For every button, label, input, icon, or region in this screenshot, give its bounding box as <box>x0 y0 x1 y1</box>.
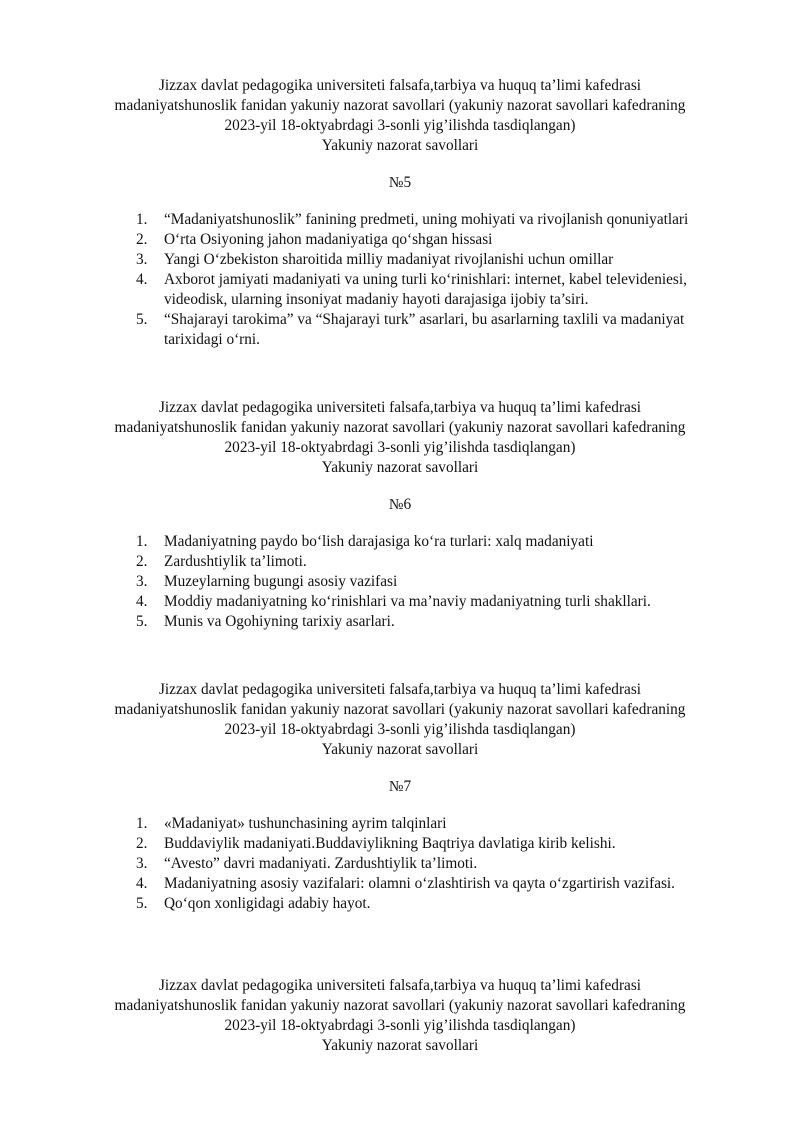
header-line-title: Yakuniy nazorat savollari <box>321 137 479 154</box>
list-item: 2. Zardushtiylik ta’limoti. <box>136 553 307 570</box>
header-line-university: Jizzax davlat pedagogika universiteti falsafa,tarbiya va huquq ta’limi kafedrasi <box>158 77 642 94</box>
header-line-university: Jizzax davlat pedagogika universiteti falsafa,tarbiya va huquq ta’limi kafedrasi <box>158 399 642 416</box>
list-item: 3. “Avesto” davri madaniyati. Zardushtiylik ta’limoti. <box>136 855 478 872</box>
ticket-block-6 <box>0 398 800 632</box>
list-item: 1. “Madaniyatshunoslik” fanining predmeti, uning mohiyati va rivojlanish qonuniyatlari <box>136 211 689 228</box>
document-header <box>0 680 800 760</box>
ticket-number: №6 <box>388 496 412 513</box>
document-header <box>0 976 800 1056</box>
list-item: 1. «Madaniyat» tushunchasining ayrim talqinlari <box>136 815 447 832</box>
header-line-approval: 2023-yil 18-oktyabrdagi 3-sonli yig’ilishda tasdiqlangan) <box>224 1017 576 1034</box>
header-line-subject: madaniyatshunoslik fanidan yakuniy nazorat savollari (yakuniy nazorat savollari kafedraning <box>114 701 686 718</box>
header-line-university: Jizzax davlat pedagogika universiteti falsafa,tarbiya va huquq ta’limi kafedrasi <box>158 681 642 698</box>
header-line-title: Yakuniy nazorat savollari <box>321 741 479 758</box>
document-header <box>0 398 800 478</box>
ticket-block-next <box>0 976 800 1056</box>
list-item: 2. Buddaviylik madaniyati.Buddaviylikning Baqtriya davlatiga kirib kelishi. <box>136 835 616 852</box>
header-line-approval: 2023-yil 18-oktyabrdagi 3-sonli yig’ilishda tasdiqlangan) <box>224 721 576 738</box>
list-item: 4. Axborot jamiyati madaniyati va uning turli ko‘rinishlari: internet, kabel televideniesi, videodisk, ularning insoniyat madaniy hayoti darajasiga ijobiy ta’siri. <box>136 271 687 308</box>
header-line-approval: 2023-yil 18-oktyabrdagi 3-sonli yig’ilishda tasdiqlangan) <box>224 117 576 134</box>
list-item: 1. Madaniyatning paydo bo‘lish darajasiga ko‘ra turlari: xalq madaniyati <box>136 533 594 550</box>
list-item: 4. Moddiy madaniyatning ko‘rinishlari va ma’naviy madaniyatning turli shakllari. <box>136 593 651 610</box>
list-item: 3. Muzeylarning bugungi asosiy vazifasi <box>136 573 398 590</box>
list-item: 5. Munis va Ogohiyning tarixiy asarlari. <box>136 613 395 630</box>
header-line-subject: madaniyatshunoslik fanidan yakuniy nazorat savollari (yakuniy nazorat savollari kafedraning <box>114 97 686 114</box>
ticket-number: №5 <box>388 174 412 191</box>
header-line-subject: madaniyatshunoslik fanidan yakuniy nazorat savollari (yakuniy nazorat savollari kafedraning <box>114 997 686 1014</box>
list-item: 3. Yangi O‘zbekiston sharoitida milliy madaniyat rivojlanishi uchun omillar <box>136 251 614 268</box>
list-item: 5. “Shajarayi tarokima” va “Shajarayi turk” asarlari, bu asarlarning taxlili va madaniyat tarixidagi o‘rni. <box>136 311 685 348</box>
header-line-university: Jizzax davlat pedagogika universiteti falsafa,tarbiya va huquq ta’limi kafedrasi <box>158 977 642 994</box>
list-item: 4. Madaniyatning asosiy vazifalari: olamni o‘zlashtirish va qayta o‘zgartirish vazifasi. <box>136 875 676 892</box>
ticket-block-7 <box>0 680 800 914</box>
question-list <box>0 532 800 632</box>
question-list <box>0 210 800 350</box>
list-item: 5. Qo‘qon xonligidagi adabiy hayot. <box>136 895 371 912</box>
list-item: 2. O‘rta Osiyoning jahon madaniyatiga qo‘shgan hissasi <box>136 231 493 248</box>
document-header <box>0 76 800 156</box>
header-line-subject: madaniyatshunoslik fanidan yakuniy nazorat savollari (yakuniy nazorat savollari kafedraning <box>114 419 686 436</box>
ticket-block-5 <box>0 76 800 350</box>
header-line-approval: 2023-yil 18-oktyabrdagi 3-sonli yig’ilishda tasdiqlangan) <box>224 439 576 456</box>
header-line-title: Yakuniy nazorat savollari <box>321 1037 479 1054</box>
ticket-number: №7 <box>388 778 412 795</box>
header-line-title: Yakuniy nazorat savollari <box>321 459 479 476</box>
question-list <box>0 814 800 914</box>
